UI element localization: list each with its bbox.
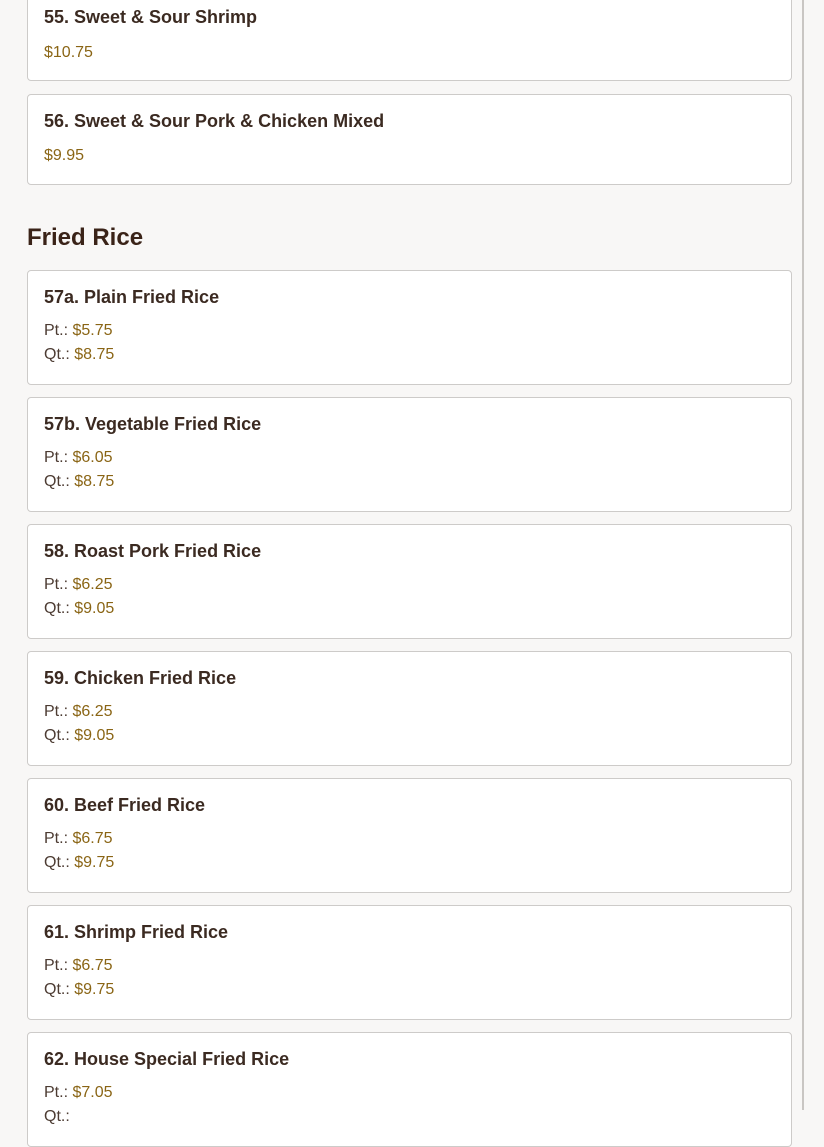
pint-price: $6.75: [72, 957, 113, 974]
pint-label: Pt.:: [44, 830, 69, 847]
pint-label: Pt.:: [44, 1084, 69, 1101]
pint-price-line: [44, 322, 113, 340]
quart-price: $8.75: [74, 473, 115, 490]
quart-label: Qt.:: [44, 1108, 70, 1125]
menu-item-card[interactable]: [27, 397, 792, 512]
quart-price: $9.05: [74, 727, 115, 744]
pint-label: Pt.:: [44, 576, 69, 593]
pint-price: $6.25: [72, 703, 113, 720]
menu-item-card[interactable]: [27, 270, 792, 385]
quart-price-line: [44, 727, 114, 745]
menu-item-price: $9.95: [44, 147, 85, 164]
menu-item-price-line: [44, 44, 93, 62]
quart-price-line: [44, 1108, 70, 1126]
pint-price-line: [44, 576, 113, 594]
pint-price: $5.75: [72, 322, 113, 339]
section-title: Fried Rice: [27, 224, 144, 251]
quart-price-line: [44, 346, 114, 364]
pint-price-line: [44, 830, 113, 848]
menu-item-name: 62. House Special Fried Rice: [44, 1049, 290, 1069]
menu-item-card[interactable]: [27, 651, 792, 766]
menu-item-name: 60. Beef Fried Rice: [44, 795, 206, 815]
menu-item-name: 61. Shrimp Fried Rice: [44, 922, 229, 942]
menu-item-name: 57a. Plain Fried Rice: [44, 287, 220, 307]
quart-label: Qt.:: [44, 346, 70, 363]
menu-item-price: $10.75: [44, 44, 93, 61]
quart-price: $8.75: [74, 346, 115, 363]
quart-price: $9.05: [74, 600, 115, 617]
quart-label: Qt.:: [44, 981, 70, 998]
pint-label: Pt.:: [44, 957, 69, 974]
menu-item-name: 57b. Vegetable Fried Rice: [44, 414, 262, 434]
pint-label: Pt.:: [44, 322, 69, 339]
quart-price-line: [44, 600, 114, 618]
pint-price: $7.05: [72, 1084, 113, 1101]
menu-item-card[interactable]: [27, 1032, 792, 1147]
menu-item-card[interactable]: [27, 0, 792, 81]
pint-price-line: [44, 1084, 113, 1102]
quart-price: $9.75: [74, 854, 115, 871]
scrollbar-track[interactable]: [802, 0, 804, 1110]
pint-label: Pt.:: [44, 449, 69, 466]
pint-price: $6.75: [72, 830, 113, 847]
quart-price-line: [44, 981, 114, 999]
menu-item-name: 56. Sweet & Sour Pork & Chicken Mixed: [44, 111, 385, 131]
menu-item-name: 58. Roast Pork Fried Rice: [44, 541, 262, 561]
quart-label: Qt.:: [44, 600, 70, 617]
quart-label: Qt.:: [44, 473, 70, 490]
pint-label: Pt.:: [44, 703, 69, 720]
menu-item-card[interactable]: [27, 524, 792, 639]
pint-price: $6.25: [72, 576, 113, 593]
quart-price-line: [44, 473, 114, 491]
menu-item-card[interactable]: [27, 905, 792, 1020]
quart-price: $9.75: [74, 981, 115, 998]
pint-price-line: [44, 957, 113, 975]
quart-label: Qt.:: [44, 727, 70, 744]
menu-item-price-line: [44, 147, 84, 165]
menu-item-name: 59. Chicken Fried Rice: [44, 668, 237, 688]
pint-price-line: [44, 703, 113, 721]
pint-price: $6.05: [72, 449, 113, 466]
menu-item-card[interactable]: [27, 778, 792, 893]
pint-price-line: [44, 449, 113, 467]
quart-label: Qt.:: [44, 854, 70, 871]
quart-price-line: [44, 854, 114, 872]
menu-item-name: 55. Sweet & Sour Shrimp: [44, 7, 258, 27]
menu-item-card[interactable]: [27, 94, 792, 185]
